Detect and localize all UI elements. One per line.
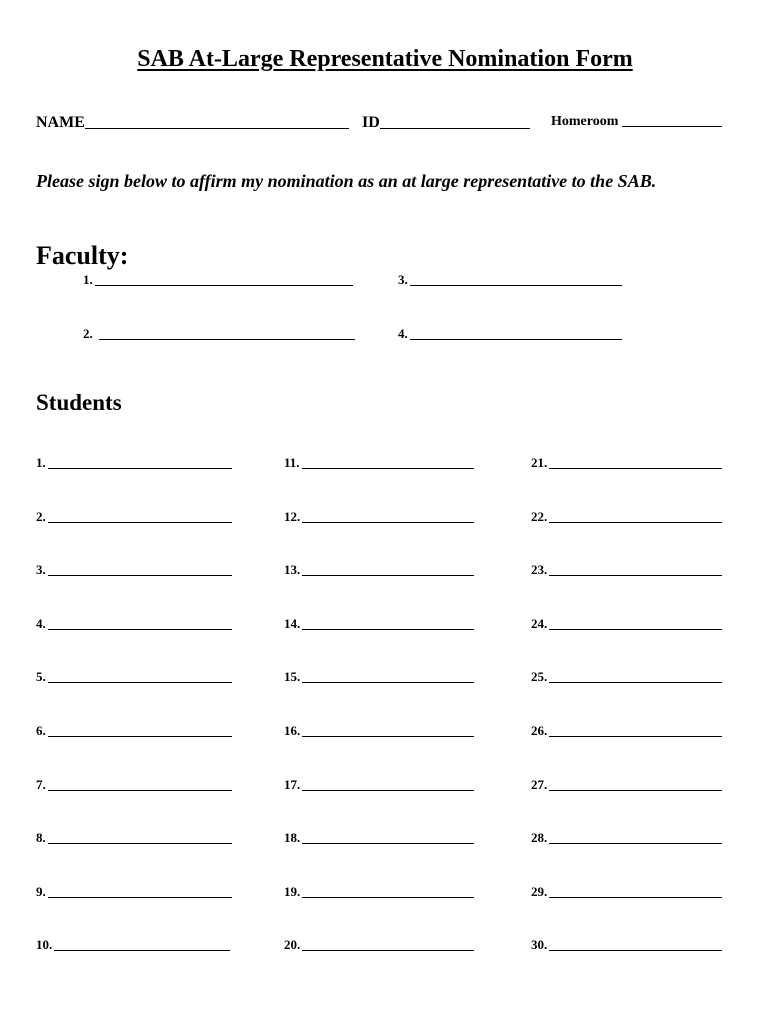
- slot-number: 30.: [531, 937, 548, 952]
- signature-line[interactable]: [410, 284, 622, 286]
- slot-number: 27.: [531, 777, 548, 792]
- slot-number: 2.: [83, 326, 93, 341]
- faculty-signature-slot[interactable]: [83, 326, 355, 342]
- signature-line[interactable]: [302, 949, 474, 951]
- slot-number: 2.: [36, 509, 46, 524]
- slot-number: 11.: [284, 455, 300, 470]
- student-signature-slot[interactable]: [284, 777, 474, 793]
- signature-line[interactable]: [48, 681, 232, 683]
- student-signature-slot[interactable]: [284, 562, 474, 578]
- signature-line[interactable]: [549, 949, 722, 951]
- signature-line[interactable]: [302, 789, 474, 791]
- signature-line[interactable]: [302, 574, 474, 576]
- slot-number: 21.: [531, 455, 548, 470]
- name-blank-line[interactable]: [85, 127, 349, 129]
- slot-number: 26.: [531, 723, 548, 738]
- slot-number: 28.: [531, 830, 548, 845]
- signature-line[interactable]: [48, 896, 232, 898]
- student-signature-slot[interactable]: [36, 509, 232, 525]
- student-signature-slot[interactable]: [36, 562, 232, 578]
- slot-number: 3.: [36, 562, 46, 577]
- slot-number: 23.: [531, 562, 548, 577]
- slot-number: 17.: [284, 777, 301, 792]
- signature-line[interactable]: [302, 681, 474, 683]
- faculty-heading: Faculty:: [36, 241, 129, 270]
- student-signature-slot[interactable]: [284, 937, 474, 953]
- student-signature-slot[interactable]: [531, 884, 722, 900]
- slot-number: 18.: [284, 830, 301, 845]
- slot-number: 29.: [531, 884, 548, 899]
- student-signature-slot[interactable]: [284, 669, 474, 685]
- signature-line[interactable]: [48, 574, 232, 576]
- student-signature-slot[interactable]: [531, 509, 722, 525]
- student-signature-slot[interactable]: [284, 723, 474, 739]
- slot-number: 5.: [36, 669, 46, 684]
- student-signature-slot[interactable]: [531, 562, 722, 578]
- signature-line[interactable]: [48, 467, 232, 469]
- homeroom-field[interactable]: [551, 114, 722, 130]
- signature-line[interactable]: [48, 842, 232, 844]
- student-signature-slot[interactable]: [36, 616, 232, 632]
- slot-number: 4.: [398, 326, 408, 341]
- id-field[interactable]: [362, 114, 530, 132]
- student-signature-slot[interactable]: [36, 777, 232, 793]
- slot-number: 22.: [531, 509, 548, 524]
- name-label: NAME: [36, 114, 85, 131]
- slot-number: 16.: [284, 723, 301, 738]
- signature-line[interactable]: [410, 338, 622, 340]
- slot-number: 19.: [284, 884, 301, 899]
- slot-number: 1.: [36, 455, 46, 470]
- student-signature-slot[interactable]: [531, 723, 722, 739]
- student-signature-slot[interactable]: [36, 884, 232, 900]
- slot-number: 10.: [36, 937, 53, 952]
- slot-number: 3.: [398, 272, 408, 287]
- slot-number: 9.: [36, 884, 46, 899]
- affirmation-text: Please sign below to affirm my nomination as an at large representative to the SAB.: [36, 171, 657, 191]
- student-signature-slot[interactable]: [36, 455, 232, 471]
- signature-line[interactable]: [54, 949, 230, 951]
- signature-line[interactable]: [302, 896, 474, 898]
- student-signature-slot[interactable]: [284, 455, 474, 471]
- faculty-signature-slot[interactable]: [398, 272, 622, 288]
- slot-number: 13.: [284, 562, 301, 577]
- students-heading: Students: [36, 390, 122, 415]
- slot-number: 1.: [83, 272, 93, 287]
- slot-number: 8.: [36, 830, 46, 845]
- signature-line[interactable]: [48, 521, 232, 523]
- student-signature-slot[interactable]: [284, 509, 474, 525]
- signature-line[interactable]: [48, 628, 232, 630]
- signature-line[interactable]: [549, 681, 722, 683]
- student-signature-slot[interactable]: [531, 669, 722, 685]
- student-signature-slot[interactable]: [531, 616, 722, 632]
- signature-line[interactable]: [99, 338, 355, 340]
- faculty-signature-slot[interactable]: [398, 326, 622, 342]
- slot-number: 12.: [284, 509, 301, 524]
- signature-line[interactable]: [302, 467, 474, 469]
- signature-line[interactable]: [549, 842, 722, 844]
- homeroom-blank-line[interactable]: [622, 125, 722, 127]
- student-signature-slot[interactable]: [531, 455, 722, 471]
- signature-line[interactable]: [549, 735, 722, 737]
- signature-line[interactable]: [95, 284, 353, 286]
- signature-line[interactable]: [549, 896, 722, 898]
- id-blank-line[interactable]: [380, 127, 530, 129]
- signature-line[interactable]: [302, 521, 474, 523]
- student-signature-slot[interactable]: [36, 937, 230, 953]
- slot-number: 14.: [284, 616, 301, 631]
- form-title: SAB At-Large Representative Nomination Form: [137, 46, 633, 72]
- signature-line[interactable]: [302, 842, 474, 844]
- signature-line[interactable]: [549, 521, 722, 523]
- student-signature-slot[interactable]: [36, 669, 232, 685]
- student-signature-slot[interactable]: [531, 777, 722, 793]
- slot-number: 25.: [531, 669, 548, 684]
- slot-number: 6.: [36, 723, 46, 738]
- signature-line[interactable]: [549, 467, 722, 469]
- student-signature-slot[interactable]: [36, 723, 232, 739]
- slot-number: 7.: [36, 777, 46, 792]
- slot-number: 4.: [36, 616, 46, 631]
- signature-line[interactable]: [549, 789, 722, 791]
- name-field[interactable]: [36, 114, 349, 132]
- student-signature-slot[interactable]: [531, 937, 722, 953]
- slot-number: 24.: [531, 616, 548, 631]
- signature-line[interactable]: [48, 789, 232, 791]
- homeroom-label: Homeroom: [551, 114, 619, 129]
- signature-line[interactable]: [549, 574, 722, 576]
- signature-line[interactable]: [302, 628, 474, 630]
- signature-line[interactable]: [48, 735, 232, 737]
- student-signature-slot[interactable]: [36, 830, 232, 846]
- slot-number: 15.: [284, 669, 301, 684]
- id-label: ID: [362, 114, 380, 131]
- signature-line[interactable]: [549, 628, 722, 630]
- student-signature-slot[interactable]: [284, 616, 474, 632]
- signature-line[interactable]: [302, 735, 474, 737]
- student-signature-slot[interactable]: [284, 830, 474, 846]
- faculty-signature-slot[interactable]: [83, 272, 353, 288]
- slot-number: 20.: [284, 937, 301, 952]
- student-signature-slot[interactable]: [284, 884, 474, 900]
- student-signature-slot[interactable]: [531, 830, 722, 846]
